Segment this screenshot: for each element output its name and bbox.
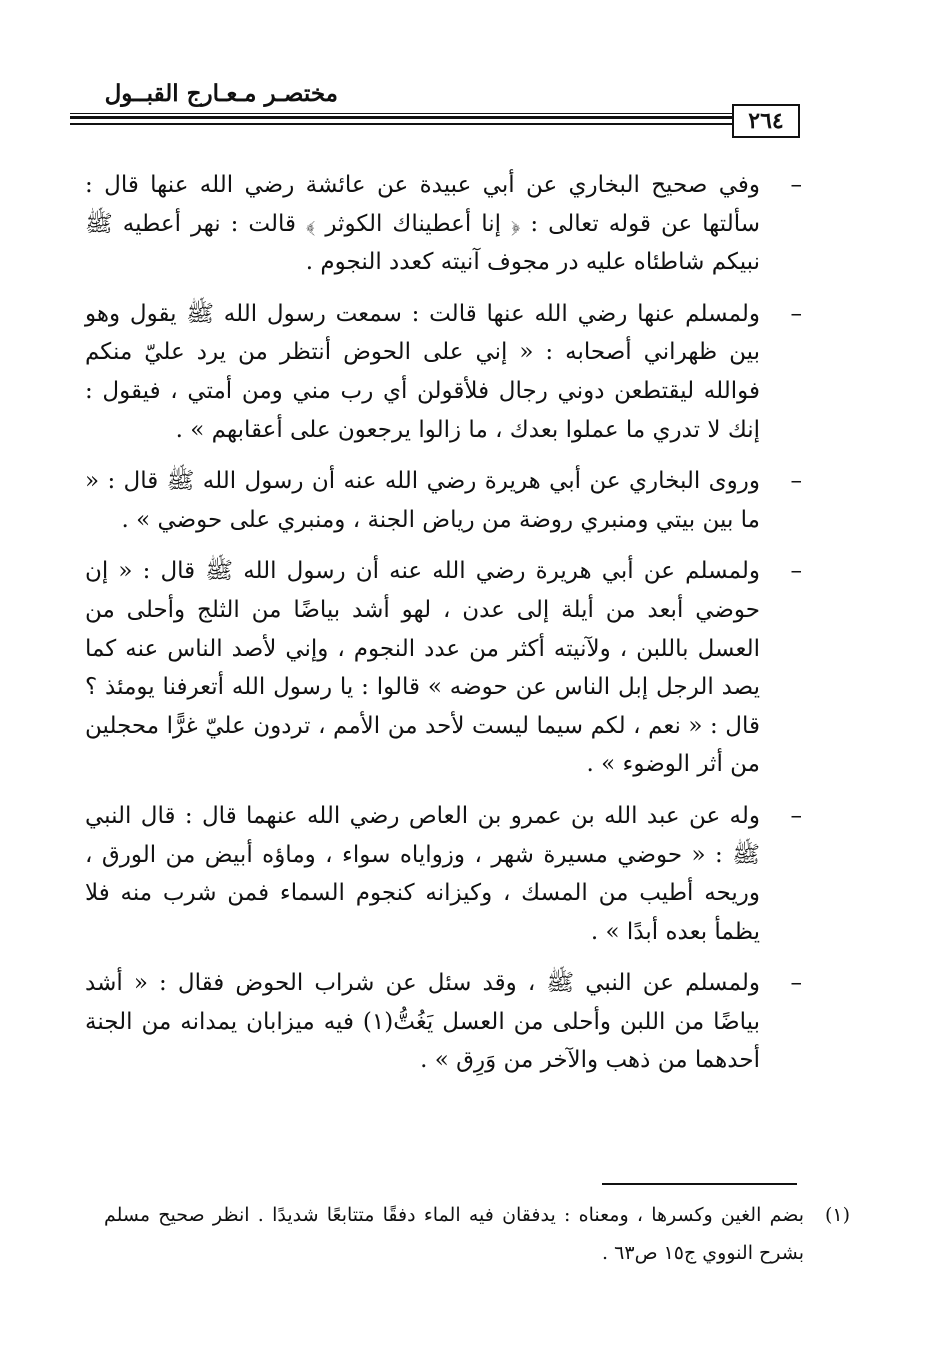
list-dash: – bbox=[790, 558, 802, 585]
paragraph-text: ولمسلم عنها رضي الله عنها قالت : سمعت رسول الله ﷺ يقول وهو بين ظهراني أصحابه : « إني على الحوض أنتظر من يرد عليّ منكم فوالله ليقتطعن دوني رجال فلأقولن أي رب مني ومن أمتي ، فيقول : إنك لا تدري ما عملوا بعدك ، ما زالوا يرجعون على أعقابهم » . bbox=[85, 300, 760, 443]
list-dash: – bbox=[790, 172, 802, 198]
header-rule-thin bbox=[70, 123, 732, 125]
footnote-separator bbox=[602, 1183, 797, 1185]
list-dash: – bbox=[790, 802, 802, 829]
paragraph-text: ولمسلم عن أبي هريرة رضي الله عنه أن رسول الله ﷺ قال : « إن حوضي أبعد من أيلة إلى عدن ، لهو أشد بياضًا من الثلج وأحلى من العسل باللبن ، ولآنيته أكثر من عدد النجوم ، وإني لأصد الناس عنه كما يصد الرجل إبل الناس عن حوضه » قالوا : يا رسول الله أتعرفنا يومئذ ؟ قال : « نعم ، لكم سيما ليست لأحد من الأمم ، تردون عليّ غرًّا محجلين من أثر الوضوء » . bbox=[85, 558, 760, 778]
list-dash: – bbox=[790, 300, 802, 327]
hadith-paragraph bbox=[85, 552, 802, 784]
header-rule-thick bbox=[70, 116, 732, 119]
page-header bbox=[60, 76, 800, 156]
paragraph-text: ولمسلم عن النبي ﷺ ، وقد سئل عن شراب الحوض فقال : « أشد بياضًا من اللبن وأحلى من العسل يَغُتُّ(١) فيه ميزابان يمدانه من الجنة أحدهما من ذهب والآخر من وَرِق » . bbox=[85, 970, 760, 1074]
footnote-number: (١) bbox=[824, 1204, 850, 1226]
list-dash: – bbox=[790, 970, 802, 997]
hadith-paragraph bbox=[85, 964, 802, 1080]
footnote bbox=[104, 1196, 850, 1272]
paragraph-text: وروى البخاري عن أبي هريرة رضي الله عنه أن رسول الله ﷺ قال : « ما بين بيتي ومنبري روضة من رياض الجنة ، ومنبري على حوضي » . bbox=[85, 468, 760, 533]
hadith-paragraph bbox=[85, 295, 802, 449]
main-text bbox=[85, 166, 802, 1093]
hadith-paragraph bbox=[85, 797, 802, 951]
hadith-paragraph bbox=[85, 462, 802, 539]
hadith-paragraph bbox=[85, 166, 802, 282]
paragraph-text: وفي صحيح البخاري عن أبي عبيدة عن عائشة رضي الله عنها قال : سألتها عن قوله تعالى : ﴿ إنا أعطيناك الكوثر ﴾ قالت : نهر أعطيه ﷺ نبيكم شاطئاه عليه در مجوف آنيته كعدد النجوم . bbox=[85, 172, 760, 276]
footnote-text: بضم الغين وكسرها ، ومعناه : يدفقان فيه الماء دفقًا متتابعًا شديدًا . انظر صحيح مسلم بشرح النووي ج١٥ ص٦٣ . bbox=[104, 1204, 804, 1264]
list-dash: – bbox=[790, 468, 802, 495]
header-rule-top bbox=[70, 113, 732, 114]
running-title: مختصـر مـعـارج القبــول bbox=[104, 80, 338, 107]
paragraph-text: وله عن عبد الله بن عمرو بن العاص رضي الله عنهما قال : قال النبي ﷺ : « حوضي مسيرة شهر ، وزواياه سواء ، وماؤه أبيض من الورق ، وريحه أطيب من المسك ، وكيزانه كنجوم السماء فمن شرب منه فلا يظمأ بعده أبدًا » . bbox=[85, 802, 760, 945]
page-number: ٢٦٤ bbox=[732, 104, 800, 138]
